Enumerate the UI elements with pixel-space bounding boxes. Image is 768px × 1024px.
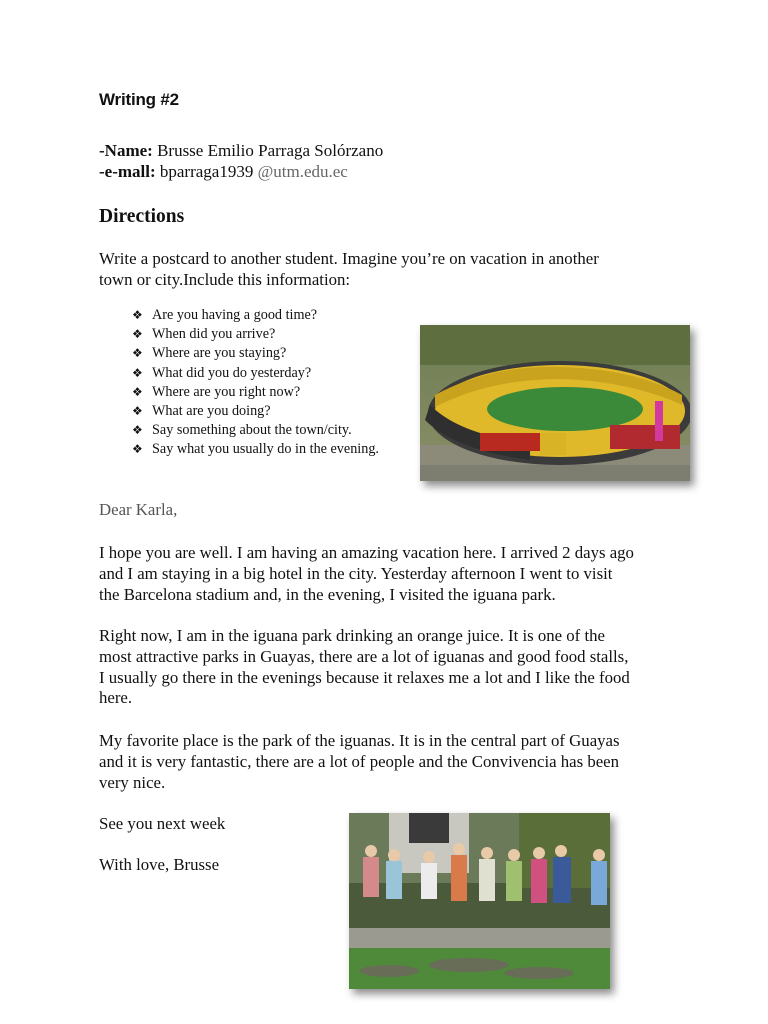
closing-line: See you next week xyxy=(99,814,226,833)
paragraph-line: here. xyxy=(99,688,133,708)
salutation: Dear Karla, xyxy=(99,500,178,519)
list-item-text: When did you arrive? xyxy=(152,326,276,343)
list-item-text: Say what you usually do in the evening. xyxy=(152,441,379,458)
email-line xyxy=(99,162,348,182)
paragraph-line: the Barcelona stadium and, in the evening, I visited the iguana park. xyxy=(99,584,556,604)
paragraph-2 xyxy=(99,626,669,709)
iguana-park-photo xyxy=(349,813,610,989)
list-item-text: What are you doing? xyxy=(152,403,271,420)
email-domain[interactable]: @utm.edu.ec xyxy=(257,162,348,181)
paragraph-1 xyxy=(99,543,669,605)
diamond-bullet-icon: ❖ xyxy=(132,442,143,457)
question-list xyxy=(132,306,379,460)
list-item xyxy=(132,402,379,421)
paragraph-line: and I am staying in a big hotel in the city. Yesterday afternoon I went to visit xyxy=(99,563,613,583)
paragraph-line: most attractive parks in Guayas, there are a lot of iguanas and good food stalls, xyxy=(99,646,629,666)
diamond-bullet-icon: ❖ xyxy=(132,384,143,399)
paragraph-line: very nice. xyxy=(99,772,166,792)
list-item-text: Where are you right now? xyxy=(152,383,301,400)
list-item xyxy=(132,325,379,344)
paragraph-line: Right now, I am in the iguana park drinking an orange juice. It is one of the xyxy=(99,626,605,645)
paragraph-line: I hope you are well. I am having an amazing vacation here. I arrived 2 days ago xyxy=(99,543,634,562)
list-item xyxy=(132,421,379,440)
directions-heading: Directions xyxy=(99,206,185,227)
list-item xyxy=(132,383,379,402)
list-item-text: Are you having a good time? xyxy=(152,307,318,323)
instructions-line: Write a postcard to another student. Imagine you’re on vacation in another xyxy=(99,249,599,268)
diamond-bullet-icon: ❖ xyxy=(132,404,143,419)
list-item xyxy=(132,440,379,459)
name-value: Brusse Emilio Parraga Solórzano xyxy=(157,141,384,160)
diamond-bullet-icon: ❖ xyxy=(132,365,143,380)
list-item-text: Say something about the town/city. xyxy=(152,422,352,439)
email-label: -e-mall: xyxy=(99,162,156,181)
paragraph-3 xyxy=(99,731,669,793)
list-item xyxy=(132,364,379,383)
name-label: -Name: xyxy=(99,141,153,160)
stadium-photo xyxy=(420,325,690,481)
list-item-text: What did you do yesterday? xyxy=(152,364,312,381)
diamond-bullet-icon: ❖ xyxy=(132,327,143,342)
diamond-bullet-icon: ❖ xyxy=(132,346,143,361)
diamond-bullet-icon: ❖ xyxy=(132,308,143,322)
list-item xyxy=(132,306,379,325)
name-line xyxy=(99,141,383,161)
instructions-line: town or city.Include this information: xyxy=(99,269,351,289)
instructions xyxy=(99,249,669,291)
email-user: bparraga1939 xyxy=(159,162,254,181)
document-title: Writing #2 xyxy=(99,90,179,109)
list-item xyxy=(132,344,379,363)
signature-line: With love, Brusse xyxy=(99,855,220,874)
diamond-bullet-icon: ❖ xyxy=(132,423,143,438)
paragraph-line: and it is very fantastic, there are a lot of people and the Convivencia has been xyxy=(99,751,620,771)
list-item-text: Where are you staying? xyxy=(152,345,287,362)
paragraph-line: I usually go there in the evenings because it relaxes me a lot and I like the food xyxy=(99,667,630,687)
paragraph-line: My favorite place is the park of the iguanas. It is in the central part of Guayas xyxy=(99,731,620,750)
